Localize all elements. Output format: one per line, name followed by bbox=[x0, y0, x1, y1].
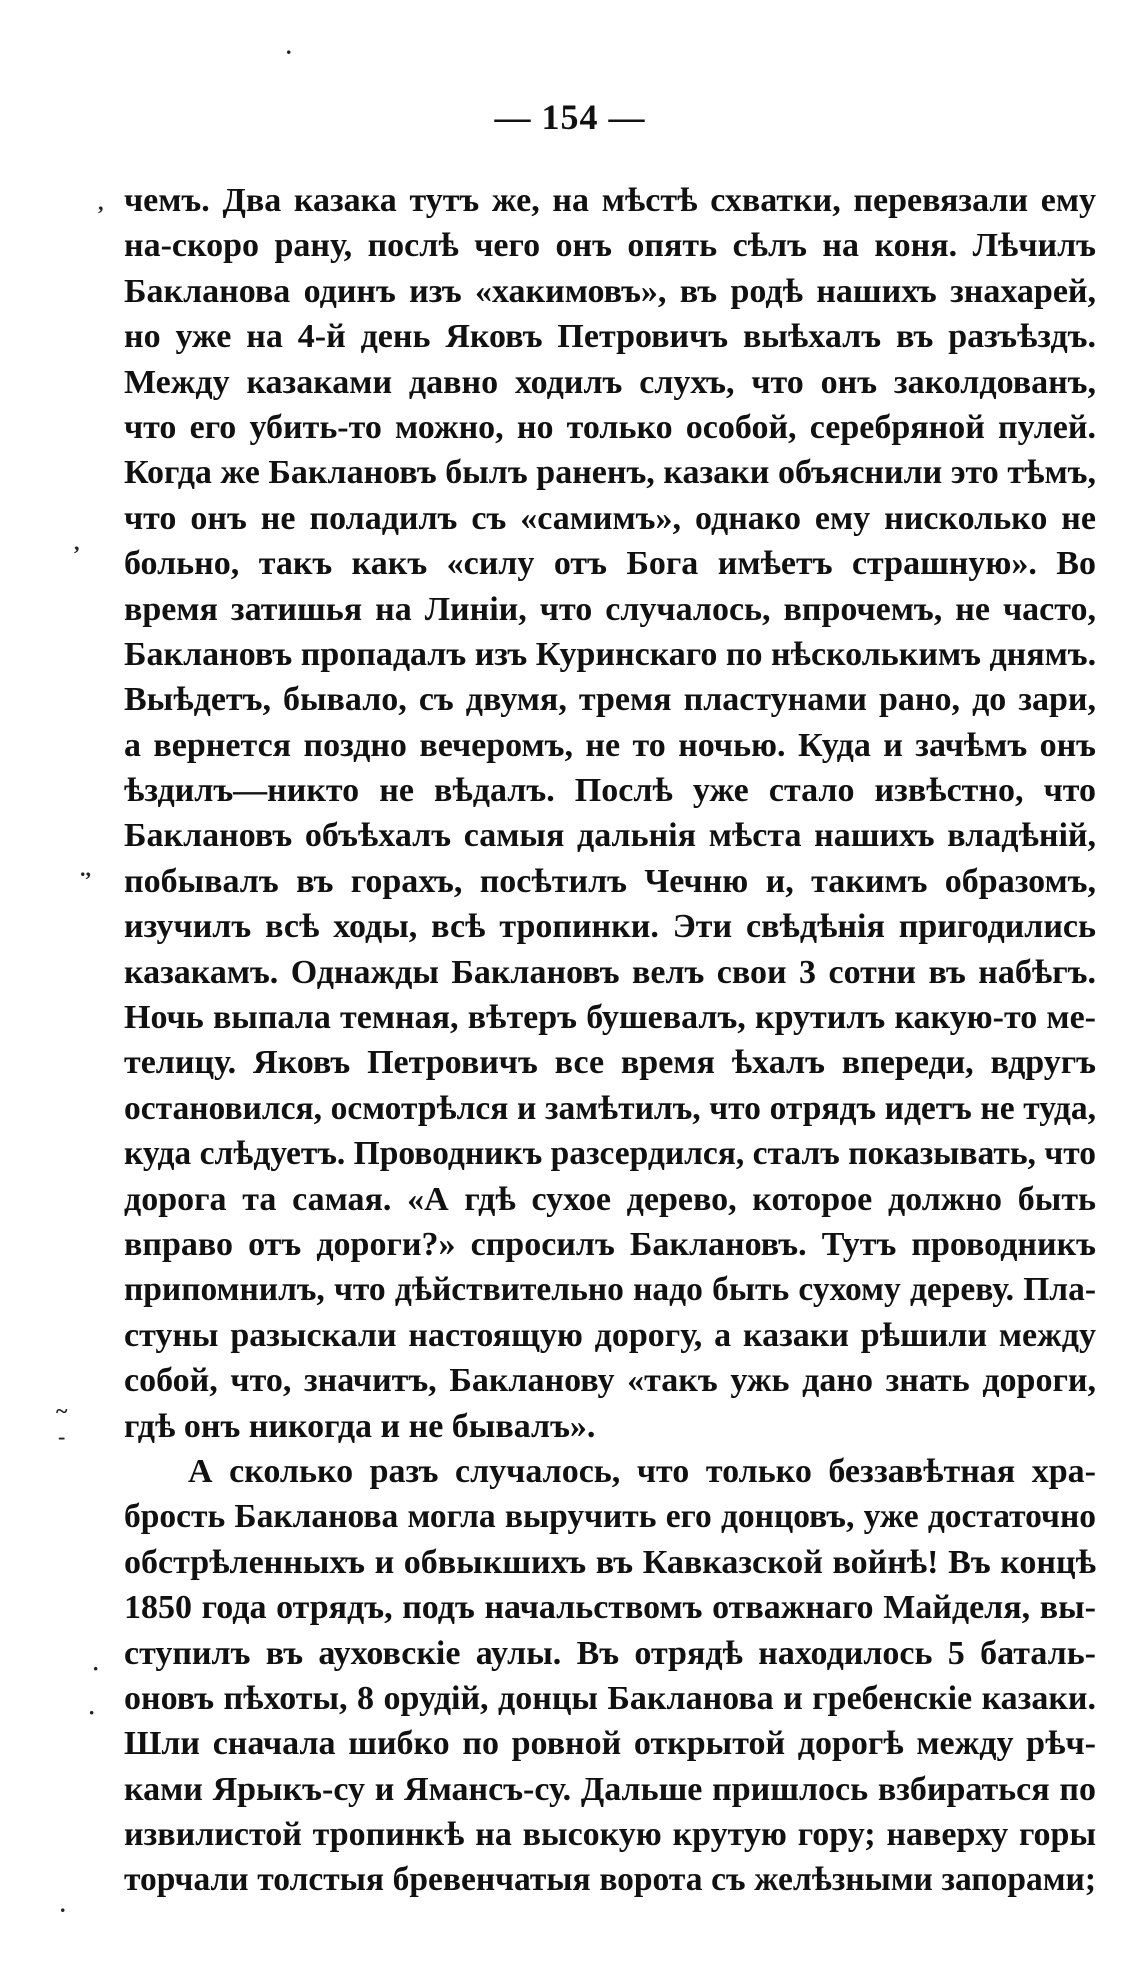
text-line: Баклановъ пропадалъ изъ Куринскаго по нѣсколькимъ днямъ. bbox=[124, 635, 1097, 673]
text-line: а вернется поздно вечеромъ, не то ночью. Куда и зачѣмъ онъ bbox=[124, 726, 1096, 764]
scan-speck: ~ bbox=[56, 1398, 68, 1423]
text-line: на-скоро рану, послѣ чего онъ опять сѣлъ на коня. Лѣчилъ bbox=[124, 227, 1096, 265]
text-line: что его убить-то можно, но только особой, серебряной пулей. bbox=[124, 408, 1096, 446]
text-line: припомнилъ, что дѣйствительно надо быть сухому дереву. Пла- bbox=[124, 1271, 1096, 1309]
page-number: — 154 — bbox=[494, 97, 646, 137]
text-line: Выѣдетъ, бывало, съ двумя, тремя пластунами рано, до зари, bbox=[124, 681, 1096, 719]
text-line: собой, что, значитъ, Бакланову «такъ ужь дано знать дороги, bbox=[124, 1362, 1096, 1400]
text-line: Баклановъ объѣхалъ самыя дальнія мѣста нашихъ владѣній, bbox=[124, 817, 1096, 855]
scan-speck: - bbox=[58, 1424, 66, 1449]
text-line: обстрѣленныхъ и обвыкшихъ въ Кавказской войнѣ! Въ концѣ bbox=[124, 1543, 1096, 1581]
text-line: время затишья на Линіи, что случалось, впрочемъ, не часто, bbox=[124, 590, 1096, 628]
text-line: Между казаками давно ходилъ слухъ, что онъ заколдованъ, bbox=[124, 363, 1096, 401]
text-line: телицу. Яковъ Петровичъ все время ѣхалъ впереди, вдругъ bbox=[124, 1044, 1096, 1082]
text-line: но уже на 4-й день Яковъ Петровичъ выѣхалъ въ разъѣздъ. bbox=[124, 318, 1096, 356]
text-line: брость Бакланова могла выручить его донцовъ, уже достаточно bbox=[124, 1498, 1096, 1536]
text-line: гдѣ онъ никогда и не бывалъ». bbox=[124, 1407, 596, 1445]
text-line: чемъ. Два казака тутъ же, на мѣстѣ схватки, перевязали ему bbox=[124, 182, 1096, 219]
scan-speck: , bbox=[74, 530, 80, 555]
scan-speck: ., bbox=[80, 856, 91, 881]
text-line: оновъ пѣхоты, 8 орудій, донцы Бакланова и гребенскіе казаки. bbox=[124, 1679, 1096, 1717]
scan-speck: , bbox=[98, 190, 104, 215]
text-line: Шли сначала шибко по ровной открытой дорогѣ между рѣч- bbox=[124, 1725, 1096, 1763]
text-line: побывалъ въ горахъ, посѣтилъ Чечню и, такимъ образомъ, bbox=[124, 862, 1096, 900]
scan-speck: . bbox=[286, 34, 292, 59]
text-line: вправо отъ дороги?» спросилъ Баклановъ. Тутъ проводникъ bbox=[124, 1225, 1096, 1263]
text-line: стуны разыскали настоящую дорогу, а казаки рѣшили между bbox=[124, 1316, 1096, 1354]
scan-speck: · bbox=[88, 1700, 96, 1725]
text-line: что онъ не поладилъ съ «самимъ», однако ему нисколько не bbox=[124, 499, 1096, 537]
text-line: ѣздилъ—никто не вѣдалъ. Послѣ уже стало извѣстно, что bbox=[124, 772, 1096, 810]
text-line: изучилъ всѣ ходы, всѣ тропинки. Эти свѣдѣнія пригодились bbox=[124, 908, 1096, 946]
body-text bbox=[124, 178, 1096, 1903]
text-line: больно, такъ какъ «силу отъ Бога имѣетъ страшную». Во bbox=[124, 545, 1096, 583]
text-line: 1850 года отрядъ, подъ начальствомъ отважнаго Майделя, вы- bbox=[124, 1589, 1096, 1627]
text-line: куда слѣдуетъ. Проводникъ разсердился, сталъ показывать, что bbox=[124, 1135, 1096, 1173]
scan-speck: . bbox=[60, 1892, 66, 1917]
text-line: торчали толстыя бревенчатыя ворота съ желѣзными запорами; bbox=[124, 1861, 1096, 1899]
text-line: ками Ярыкъ-су и Ямансъ-су. Дальше пришлось взбираться по bbox=[124, 1770, 1096, 1808]
scan-speck: · bbox=[92, 1656, 100, 1681]
text-line: Когда же Баклановъ былъ раненъ, казаки объяснили это тѣмъ, bbox=[124, 454, 1096, 492]
text-line: остановился, осмотрѣлся и замѣтилъ, что отрядъ идетъ не туда, bbox=[124, 1089, 1096, 1127]
text-line: Ночь выпала темная, вѣтеръ бушевалъ, крутилъ какую-то ме- bbox=[124, 999, 1096, 1037]
text-line: ступилъ въ ауховскіе аулы. Въ отрядѣ находилось 5 баталь- bbox=[124, 1634, 1096, 1672]
text-line: дорога та самая. «А гдѣ сухое дерево, которое должно быть bbox=[124, 1180, 1096, 1218]
text-line: Бакланова одинъ изъ «хакимовъ», въ родѣ нашихъ знахарей, bbox=[124, 272, 1096, 310]
text-line: извилистой тропинкѣ на высокую крутую гору; наверху горы bbox=[124, 1816, 1096, 1854]
text-line: казакамъ. Однажды Баклановъ велъ свои 3 сотни въ набѣгъ. bbox=[124, 953, 1096, 991]
text-line: А сколько разъ случалось, что только беззавѣтная хра- bbox=[188, 1452, 1096, 1490]
